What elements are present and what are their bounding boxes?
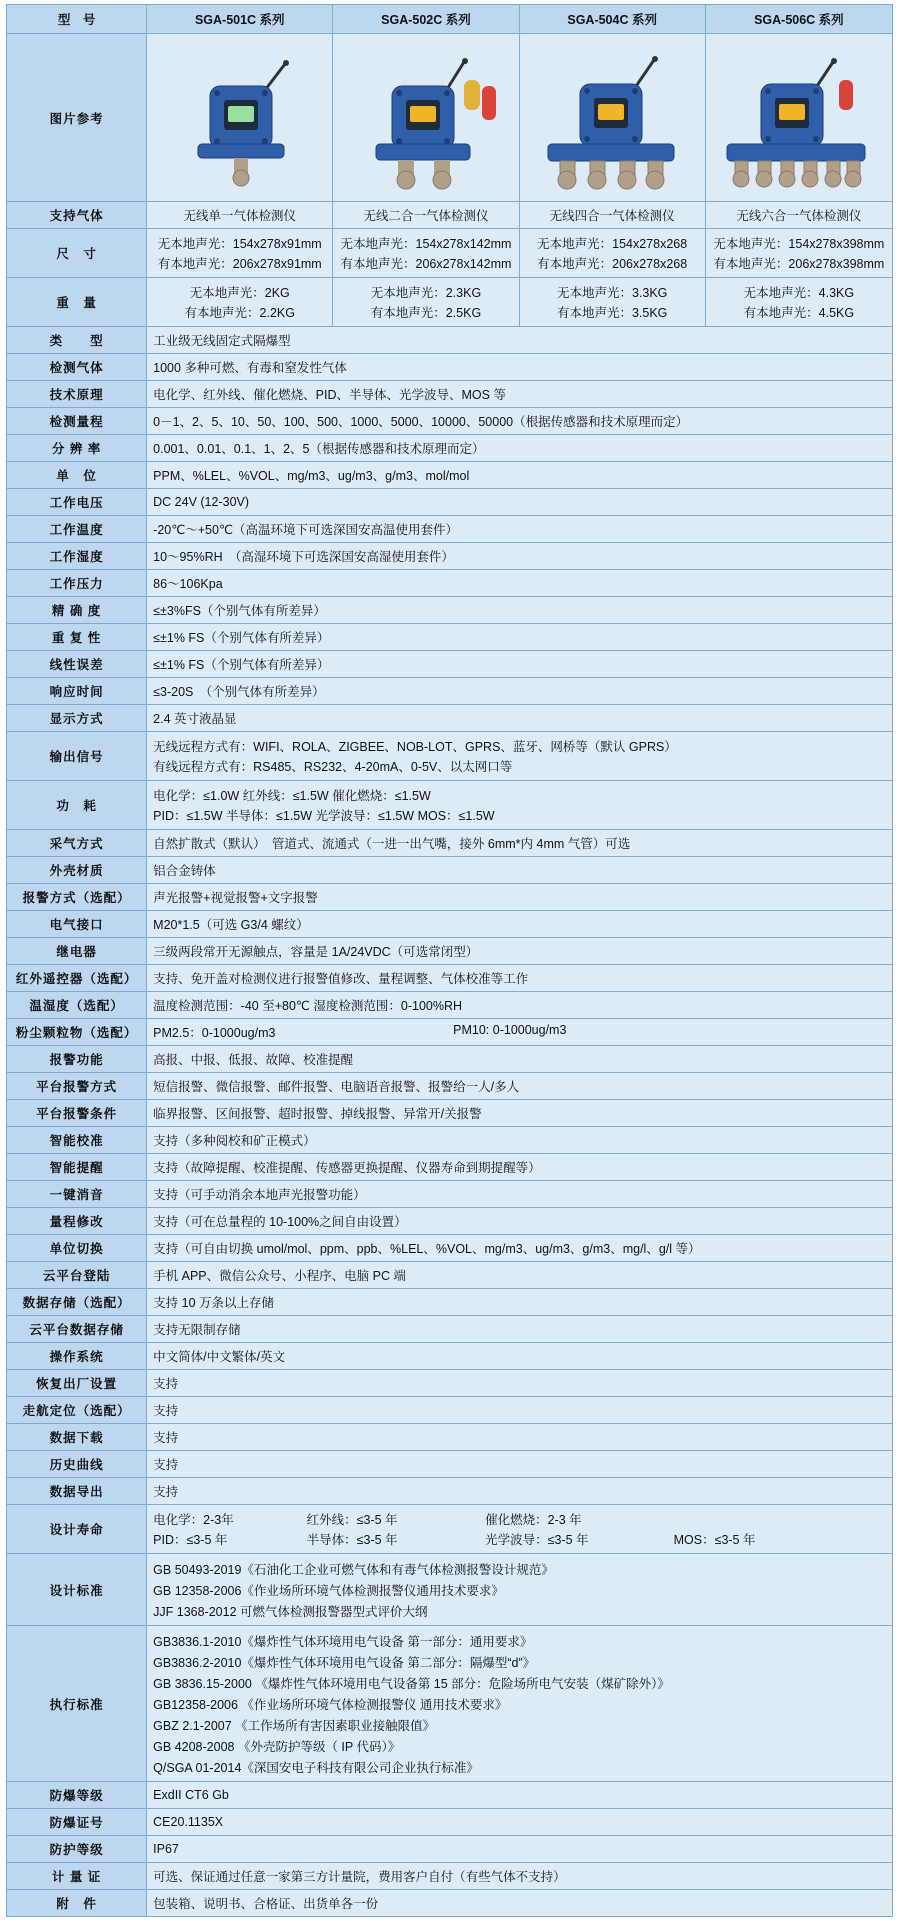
row-label: 工作温度 [7,516,147,543]
life-infrared: 红外线：≤3-5 年 [306,1513,398,1527]
spec-row [7,678,893,705]
row-label: 数据存储（选配） [7,1289,147,1316]
design-standard-line-1: GB 50493-2019《石油化工企业可燃气体和有毒气体检测报警设计规范》 [153,1562,554,1577]
gas-support-1: 无线单一气体检测仪 [147,202,333,229]
spec-row [7,489,893,516]
power-line-1 [153,785,886,805]
row-label: 数据下载 [7,1424,147,1451]
weight-1-b: 有本地声光：2.2KG [184,306,295,320]
row-value: 可选、保证通过任意一家第三方计量院，费用客户自付（有些气体不支持） [147,1863,893,1890]
exec-standard-line-5: GBZ 2.1-2007 《工作场所有害因素职业接触限值》 [153,1718,436,1733]
row-label-life: 设计寿命 [7,1505,147,1554]
row-label-power: 功 耗 [7,781,147,830]
row-value: 支持 [147,1478,893,1505]
row-value: 0－1、2、5、10、50、100、500、1000、5000、10000、50000（根据传感器和技术原理而定） [147,408,893,435]
weight-1 [147,278,333,327]
size-2-a: 无本地声光：154x278x142mm [340,237,512,251]
spec-row [7,462,893,489]
row-value: 温度检测范围：-40 至+80℃ 湿度检测范围：0-100%RH [147,992,893,1019]
row-label: 红外遥控器（选配） [7,965,147,992]
row-label: 一键消音 [7,1181,147,1208]
row-value: 10～95%RH （高湿环境下可选深国安高湿使用套件） [147,543,893,570]
row-label: 云平台数据存储 [7,1316,147,1343]
life-pid: PID：≤3-5 年 [153,1533,228,1547]
row-value: ≤±1% FS（个别气体有所差异） [147,651,893,678]
row-label-output-signal: 输出信号 [7,732,147,781]
row-value: 电化学、红外线、催化燃烧、PID、半导体、光学波导、MOS 等 [147,381,893,408]
gas-support-2: 无线二合一气体检测仪 [333,202,519,229]
spec-row [7,354,893,381]
size-2-b: 有本地声光：206x278x142mm [340,257,512,271]
device-image-3 [519,34,705,202]
table-header-row [7,5,893,34]
spec-row [7,408,893,435]
row-value: 支持 10 万条以上存储 [147,1289,893,1316]
power-electrochemical: 电化学：≤1.0W [153,789,240,803]
power-semiconductor: 半导体：≤1.5W [226,809,313,823]
spec-row [7,1478,893,1505]
device-2-icon [336,36,516,196]
row-value: DC 24V (12-30V) [147,489,893,516]
spec-row [7,381,893,408]
header-model-4: SGA-506C 系列 [705,5,892,34]
life-mos: MOS：≤3-5 年 [673,1533,756,1547]
life-value [147,1505,893,1554]
row-label: 采气方式 [7,830,147,857]
row-label: 响应时间 [7,678,147,705]
spec-row [7,1863,893,1890]
spec-row [7,435,893,462]
power-pid: PID：≤1.5W [153,809,223,823]
life-electrochemical: 电化学：2-3年 [153,1513,234,1527]
exec-standard-line-3: GB 3836.15-2000 《爆炸性气体环境用电气设备第 15 部分：危险场所电气安装（煤矿除外）》 [153,1676,670,1691]
row-label: 单位切换 [7,1235,147,1262]
spec-row [7,597,893,624]
spec-row [7,1397,893,1424]
spec-row [7,884,893,911]
design-standard-value [147,1554,893,1626]
row-value: 支持（可手动消余本地声光报警功能） [147,1181,893,1208]
row-label-exec-standard: 执行标准 [7,1626,147,1782]
life-catalytic: 催化燃烧：2-3 年 [485,1513,582,1527]
row-label: 继电器 [7,938,147,965]
spec-row [7,1782,893,1809]
spec-row [7,1343,893,1370]
row-label: 数据导出 [7,1478,147,1505]
row-value: 工业级无线固定式隔爆型 [147,327,893,354]
row-label: 云平台登陆 [7,1262,147,1289]
row-value: 短信报警、微信报警、邮件报警、电脑语音报警、报警给一人/多人 [147,1073,893,1100]
exec-standard-line-4: GB12358-2006 《作业场所环境气体检测报警仪 通用技术要求》 [153,1697,508,1712]
spec-row [7,1890,893,1917]
row-label: 单 位 [7,462,147,489]
weight-4-b: 有本地声光：4.5KG [743,306,855,320]
spec-row [7,1100,893,1127]
row-label: 防爆等级 [7,1782,147,1809]
device-image-2 [333,34,519,202]
row-value: 支持、免开盖对检测仪进行报警值修改、量程调整、气体校准等工作 [147,965,893,992]
spec-row [7,1316,893,1343]
row-value: 支持 [147,1451,893,1478]
row-label-image-ref: 图片参考 [7,34,147,202]
life-row [7,1505,893,1554]
dust-pm25: PM2.5：0-1000ug/m3 [153,1026,276,1040]
spec-row [7,1289,893,1316]
row-label: 电气接口 [7,911,147,938]
power-line-2 [153,805,886,825]
device-3-icon [522,36,702,196]
spec-row [7,1451,893,1478]
row-label: 线性误差 [7,651,147,678]
device-image-1 [147,34,333,202]
row-value: CE20.1135X [147,1809,893,1836]
spec-row [7,1154,893,1181]
row-label: 外壳材质 [7,857,147,884]
row-label: 恢复出厂设置 [7,1370,147,1397]
row-label: 显示方式 [7,705,147,732]
size-1-a: 无本地声光：154x278x91mm [157,237,322,251]
power-optical: 光学波导：≤1.5W [315,809,415,823]
row-value: 支持（故障提醒、校准提醒、传感器更换提醒、仪器寿命到期提醒等） [147,1154,893,1181]
row-label: 计 量 证 [7,1863,147,1890]
header-model-1: SGA-501C 系列 [147,5,333,34]
spec-row [7,516,893,543]
size-4-b: 有本地声光：206x278x398mm [713,257,885,271]
row-label-weight: 重 量 [7,278,147,327]
row-value: 支持 [147,1370,893,1397]
row-label: 工作压力 [7,570,147,597]
power-infrared: 红外线：≤1.5W [242,789,329,803]
weight-3 [519,278,705,327]
size-3-a: 无本地声光：154x278x268 [537,237,688,251]
exec-standard-line-1: GB3836.1-2010《爆炸性气体环境用电气设备 第一部分：通用要求》 [153,1634,533,1649]
life-line-1 [153,1509,886,1529]
row-label-dust: 粉尘颗粒物（选配） [7,1019,147,1046]
gas-support-3: 无线四合一气体检测仪 [519,202,705,229]
row-label: 工作电压 [7,489,147,516]
gas-support-4: 无线六合一气体检测仪 [705,202,892,229]
row-label: 智能提醒 [7,1154,147,1181]
row-value: 铝合金铸体 [147,857,893,884]
row-value: ≤±1% FS（个别气体有所差异） [147,624,893,651]
weight-4-a: 无本地声光：4.3KG [743,286,855,300]
weight-1-a: 无本地声光：2KG [189,286,290,300]
output-signal-value [147,732,893,781]
spec-row [7,705,893,732]
row-value: 1000 多种可燃、有毒和窒发性气体 [147,354,893,381]
device-4-icon [709,36,889,196]
gas-support-row [7,202,893,229]
output-signal-line-2: 有线远程方式有：RS485、RS232、4-20mA、0-5V、以太网口等 [153,760,513,774]
row-value: 支持（可自由切换 umol/mol、ppm、ppb、%LEL、%VOL、mg/m3、ug/m3、g/m3、mg/l、g/l 等） [147,1235,893,1262]
exec-standard-value [147,1626,893,1782]
size-1 [147,229,333,278]
row-label: 平台报警条件 [7,1100,147,1127]
weight-3-a: 无本地声光：3.3KG [556,286,668,300]
size-3 [519,229,705,278]
size-row [7,229,893,278]
spec-row [7,1073,893,1100]
power-row [7,781,893,830]
row-label: 防爆证号 [7,1809,147,1836]
row-value: IP67 [147,1836,893,1863]
row-label: 量程修改 [7,1208,147,1235]
power-catalytic: 催化燃烧：≤1.5W [332,789,431,803]
spec-row [7,911,893,938]
spec-row [7,543,893,570]
row-value: 支持无限制存储 [147,1316,893,1343]
header-model-3: SGA-504C 系列 [519,5,705,34]
row-label: 检测气体 [7,354,147,381]
row-label: 操作系统 [7,1343,147,1370]
row-value: 高报、中报、低报、故障、校准提醒 [147,1046,893,1073]
row-label: 智能校准 [7,1127,147,1154]
header-model-label: 型 号 [7,5,147,34]
spec-row [7,1424,893,1451]
spec-row [7,1208,893,1235]
row-label: 报警方式（选配） [7,884,147,911]
spec-row [7,570,893,597]
spec-row [7,992,893,1019]
row-value: -20℃～+50℃（高温环境下可选深国安高温使用套件） [147,516,893,543]
row-label-size: 尺 寸 [7,229,147,278]
spec-row [7,1370,893,1397]
dust-value [147,1019,893,1046]
row-value: ≤±3%FS（个别气体有所差异） [147,597,893,624]
size-2 [333,229,519,278]
row-label: 精 确 度 [7,597,147,624]
row-value: 中文简体/中文繁体/英文 [147,1343,893,1370]
dust-row [7,1019,893,1046]
output-signal-row [7,732,893,781]
device-image-4 [705,34,892,202]
row-value: ≤3-20S （个别气体有所差异） [147,678,893,705]
row-value: 自然扩散式（默认） 管道式、流通式（一进一出气嘴，接外 6mm*内 4mm 气管）可选 [147,830,893,857]
spec-row [7,327,893,354]
dust-pm10: PM10: 0-1000ug/m3 [453,1023,567,1037]
spec-table [6,4,893,1917]
life-semiconductor: 半导体：≤3-5 年 [306,1533,398,1547]
spec-row [7,1235,893,1262]
row-value: 支持 [147,1424,893,1451]
spec-row [7,938,893,965]
exec-standard-row [7,1626,893,1782]
row-value: 声光报警+视觉报警+文字报警 [147,884,893,911]
weight-2-b: 有本地声光：2.5KG [370,306,482,320]
exec-standard-line-7: Q/SGA 01-2014《深国安电子科技有限公司企业执行标准》 [153,1760,479,1775]
row-value: 包装箱、说明书、合格证、出货单各一份 [147,1890,893,1917]
row-label: 技术原理 [7,381,147,408]
row-label: 防护等级 [7,1836,147,1863]
exec-standard-line-2: GB3836.2-2010《爆炸性气体环境用电气设备 第二部分：隔爆型“d”》 [153,1655,536,1670]
spec-row [7,1262,893,1289]
header-model-2: SGA-502C 系列 [333,5,519,34]
row-value: 三级两段常开无源触点，容量是 1A/24VDC（可选常闭型） [147,938,893,965]
row-value: 支持（多种阅校和矿正模式） [147,1127,893,1154]
power-mos: MOS：≤1.5W [417,809,495,823]
row-value: PPM、%LEL、%VOL、mg/m3、ug/m3、g/m3、mol/mol [147,462,893,489]
row-value: 86～106Kpa [147,570,893,597]
design-standard-line-2: GB 12358-2006《作业场所环境气体检测报警仪通用技术要求》 [153,1583,504,1598]
row-value: 支持 [147,1397,893,1424]
row-label: 报警功能 [7,1046,147,1073]
spec-row [7,965,893,992]
row-value: ExdII CT6 Gb [147,1782,893,1809]
size-3-b: 有本地声光：206x278x268 [537,257,688,271]
life-optical: 光学波导：≤3-5 年 [485,1533,589,1547]
spec-row [7,857,893,884]
exec-standard-line-6: GB 4208-2008 《外壳防护等级（ IP 代码）》 [153,1739,401,1754]
row-label: 平台报警方式 [7,1073,147,1100]
row-value: 支持（可在总量程的 10-100%之间自由设置） [147,1208,893,1235]
row-label: 温湿度（选配） [7,992,147,1019]
weight-2-a: 无本地声光：2.3KG [370,286,482,300]
size-1-b: 有本地声光：206x278x91mm [157,257,322,271]
spec-row [7,830,893,857]
spec-row [7,1181,893,1208]
row-label: 历史曲线 [7,1451,147,1478]
spec-row [7,1809,893,1836]
row-value: 手机 APP、微信公众号、小程序、电脑 PC 端 [147,1262,893,1289]
design-standard-line-3: JJF 1368-2012 可燃气体检测报警器型式评价大纲 [153,1604,428,1619]
row-label: 重 复 性 [7,624,147,651]
image-row [7,34,893,202]
row-value: 2.4 英寸液晶显 [147,705,893,732]
output-signal-line-1: 无线远程方式有：WIFI、ROLA、ZIGBEE、NOB-LOT、GPRS、蓝牙、网桥等（默认 GPRS） [153,740,677,754]
power-value [147,781,893,830]
size-4-a: 无本地声光：154x278x398mm [713,237,885,251]
row-label: 走航定位（选配） [7,1397,147,1424]
spec-row [7,1836,893,1863]
row-label: 检测量程 [7,408,147,435]
weight-4 [705,278,892,327]
row-label: 工作湿度 [7,543,147,570]
spec-row [7,624,893,651]
row-label-gas-support: 支持气体 [7,202,147,229]
size-4 [705,229,892,278]
row-label: 附 件 [7,1890,147,1917]
spec-row [7,1046,893,1073]
device-1-icon [150,36,330,196]
weight-2 [333,278,519,327]
row-value: 0.001、0.01、0.1、1、2、5（根据传感器和技术原理而定） [147,435,893,462]
spec-row [7,651,893,678]
row-label-design-standard: 设计标准 [7,1554,147,1626]
row-value: M20*1.5（可选 G3/4 螺纹） [147,911,893,938]
weight-3-b: 有本地声光：3.5KG [556,306,668,320]
life-line-2 [153,1529,886,1549]
row-value: 临界报警、区间报警、超时报警、掉线报警、异常开/关报警 [147,1100,893,1127]
weight-row [7,278,893,327]
spec-row [7,1127,893,1154]
design-standard-row [7,1554,893,1626]
row-label: 类 型 [7,327,147,354]
row-label: 分 辨 率 [7,435,147,462]
